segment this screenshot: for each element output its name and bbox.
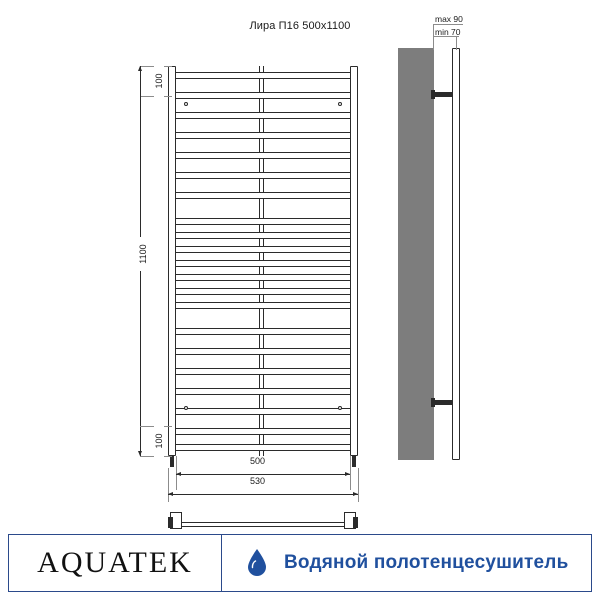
rung xyxy=(175,274,351,281)
dimension-label-inner-width: 500 xyxy=(250,456,266,466)
extension-line xyxy=(168,468,169,502)
connector-pipe xyxy=(176,522,350,527)
rung xyxy=(175,368,351,375)
drawing-title: Лира П16 500x1100 xyxy=(249,20,351,32)
rung xyxy=(175,408,351,415)
tagline-text: Водяной полотенцесушитель xyxy=(284,552,569,573)
rung xyxy=(175,428,351,435)
rung xyxy=(175,218,351,225)
rung xyxy=(175,444,351,451)
mounting-screw xyxy=(184,102,188,106)
dimension-label-total-height: 1100 xyxy=(138,237,148,271)
dimension-arrow xyxy=(345,472,350,476)
mounting-screw xyxy=(184,406,188,410)
mounting-screw xyxy=(338,102,342,106)
dimension-arrow xyxy=(138,66,142,71)
wall-bracket-icon xyxy=(431,90,435,99)
rung xyxy=(175,246,351,253)
rung xyxy=(175,152,351,159)
dimension-label-top: 100 xyxy=(154,64,164,98)
rung xyxy=(175,72,351,79)
rung xyxy=(175,232,351,239)
rung xyxy=(175,302,351,309)
footer-banner xyxy=(8,534,592,592)
dimension-label-bottom: 100 xyxy=(154,424,164,458)
side-view xyxy=(398,48,478,460)
brand-block xyxy=(9,535,222,591)
rung xyxy=(175,288,351,295)
brand-logo-text: AQUATEK xyxy=(37,546,193,579)
bottom-connector-assembly xyxy=(168,508,358,532)
rung xyxy=(175,172,351,179)
connector-nut xyxy=(353,517,358,528)
rung xyxy=(175,328,351,335)
dimension-line-inner-width xyxy=(176,474,350,475)
rung xyxy=(175,112,351,119)
extension-line xyxy=(358,468,359,502)
water-drop-icon xyxy=(246,548,268,578)
dimension-label-outer-width: 530 xyxy=(250,476,266,486)
tagline-block xyxy=(222,535,591,591)
connector-nut xyxy=(168,517,173,528)
extension-line xyxy=(456,36,457,50)
bottom-leg-left xyxy=(170,456,174,467)
dimension-label-depth-max: max 90 xyxy=(435,14,463,24)
rung xyxy=(175,192,351,199)
front-view xyxy=(168,66,358,456)
side-vertical-rail xyxy=(452,48,460,460)
rung xyxy=(175,92,351,99)
mounting-screw xyxy=(338,406,342,410)
rung xyxy=(175,260,351,267)
wall-bracket-icon xyxy=(434,92,452,97)
extension-line xyxy=(433,24,434,50)
extension-line xyxy=(433,24,463,25)
wall-bracket-icon xyxy=(434,400,452,405)
dimension-arrow xyxy=(168,492,173,496)
wall-bracket-icon xyxy=(431,398,435,407)
right-vertical-rail xyxy=(350,66,358,456)
rung xyxy=(175,348,351,355)
rung xyxy=(175,388,351,395)
wall-hatch xyxy=(398,48,434,460)
dimension-arrow xyxy=(176,472,181,476)
dimension-arrow xyxy=(353,492,358,496)
bottom-leg-right xyxy=(352,456,356,467)
rung xyxy=(175,132,351,139)
dimension-label-depth-min: min 70 xyxy=(435,27,461,37)
dimension-line-outer-width xyxy=(168,494,358,495)
extension-line xyxy=(350,456,351,490)
